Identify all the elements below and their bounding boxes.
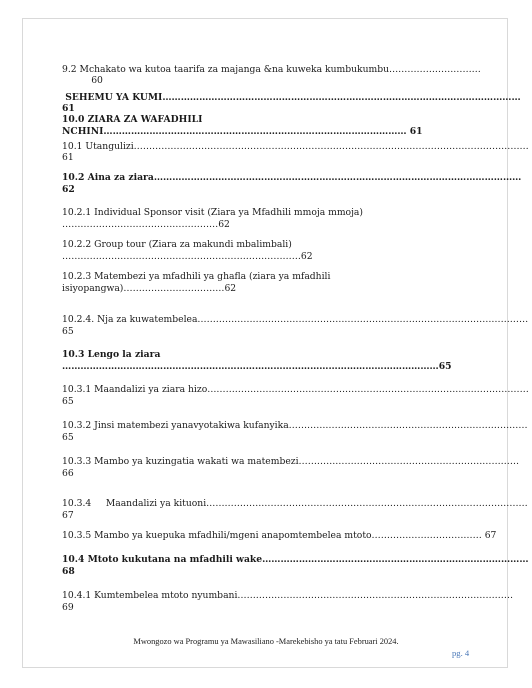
- toc-line: ……………………………………………………………………62: [62, 251, 313, 262]
- toc-line: 10.1 Utangulizi…………………………………………………………………………………………………………………: [62, 141, 529, 152]
- toc-line: 65: [62, 432, 74, 443]
- toc-line: 67: [62, 510, 74, 521]
- toc-line: 9.2 Mchakato wa kutoa taarifa za majanga &na kuweka kumbukumbu…………………………: [62, 64, 481, 75]
- toc-line: 69: [62, 602, 74, 613]
- toc-line: 10.3.4 Maandalizi ya kituoni……………………………………………………………………………………………: [62, 498, 528, 509]
- toc-line: 10.3.3 Mambo ya kuzingatia wakati wa matembezi………………………………………………………………: [62, 456, 520, 467]
- toc-line: 10.2.1 Individual Sponsor visit (Ziara ya Mfadhili mmoja mmoja): [62, 207, 363, 218]
- toc-line: 60: [62, 75, 103, 86]
- toc-line: isiyopangwa)……………………………62: [62, 283, 237, 294]
- toc-line: SEHEMU YA KUMI………………………………………………………………………………………………………: [62, 92, 521, 103]
- toc-line: 10.3.5 Mambo ya kuepuka mfadhili/mgeni anapomtembelea mtoto……………………………… 67: [62, 530, 497, 541]
- toc-line: 10.3.2 Jinsi matembezi yanavyotakiwa kufanyika……………………………………………………………………: [62, 420, 528, 431]
- toc-line: 61: [62, 152, 74, 163]
- toc-line: ……………………………………………………………………………………………………………65: [62, 361, 452, 372]
- toc-line: 10.2.3 Matembezi ya mfadhili ya ghafla (ziara ya mfadhili: [62, 271, 331, 282]
- toc-line: 65: [62, 326, 74, 337]
- toc-line: 10.2.4. Nja za kuwatembelea………………………………………………………………………………………………: [62, 314, 529, 325]
- toc-line: 61: [62, 103, 75, 114]
- toc-line: 68: [62, 566, 75, 577]
- toc-line: 10.3 Lengo la ziara: [62, 349, 161, 360]
- page-footer: Mwongozo wa Programu ya Mawasiliano -Marekebisho ya tatu Februari 2024.: [133, 637, 399, 646]
- toc-line: 10.2.2 Group tour (Ziara za makundi mbalimbali): [62, 239, 292, 250]
- toc-line: 10.3.1 Maandalizi ya ziara hizo……………………………………………………………………………………………: [62, 384, 529, 395]
- toc-line: 10.2 Aina za ziara…………………………………………………………………………………………………………: [62, 172, 522, 183]
- toc-line: 10.0 ZIARA ZA WAFADHILI: [62, 114, 203, 125]
- toc-line: 10.4 Mtoto kukutana na mfadhili wake……………………………………………………………………………: [62, 554, 529, 565]
- toc-line: 65: [62, 396, 74, 407]
- toc-line: 62: [62, 184, 75, 195]
- toc-line: 66: [62, 468, 74, 479]
- toc-line: NCHINI……………………………………………………………………………………… 61: [62, 126, 423, 137]
- page-number: pg. 4: [452, 648, 470, 658]
- toc-line: ……………………………………………62: [62, 219, 230, 230]
- toc-line: 10.4.1 Kumtembelea mtoto nyumbani………………………………………………………………………………: [62, 590, 514, 601]
